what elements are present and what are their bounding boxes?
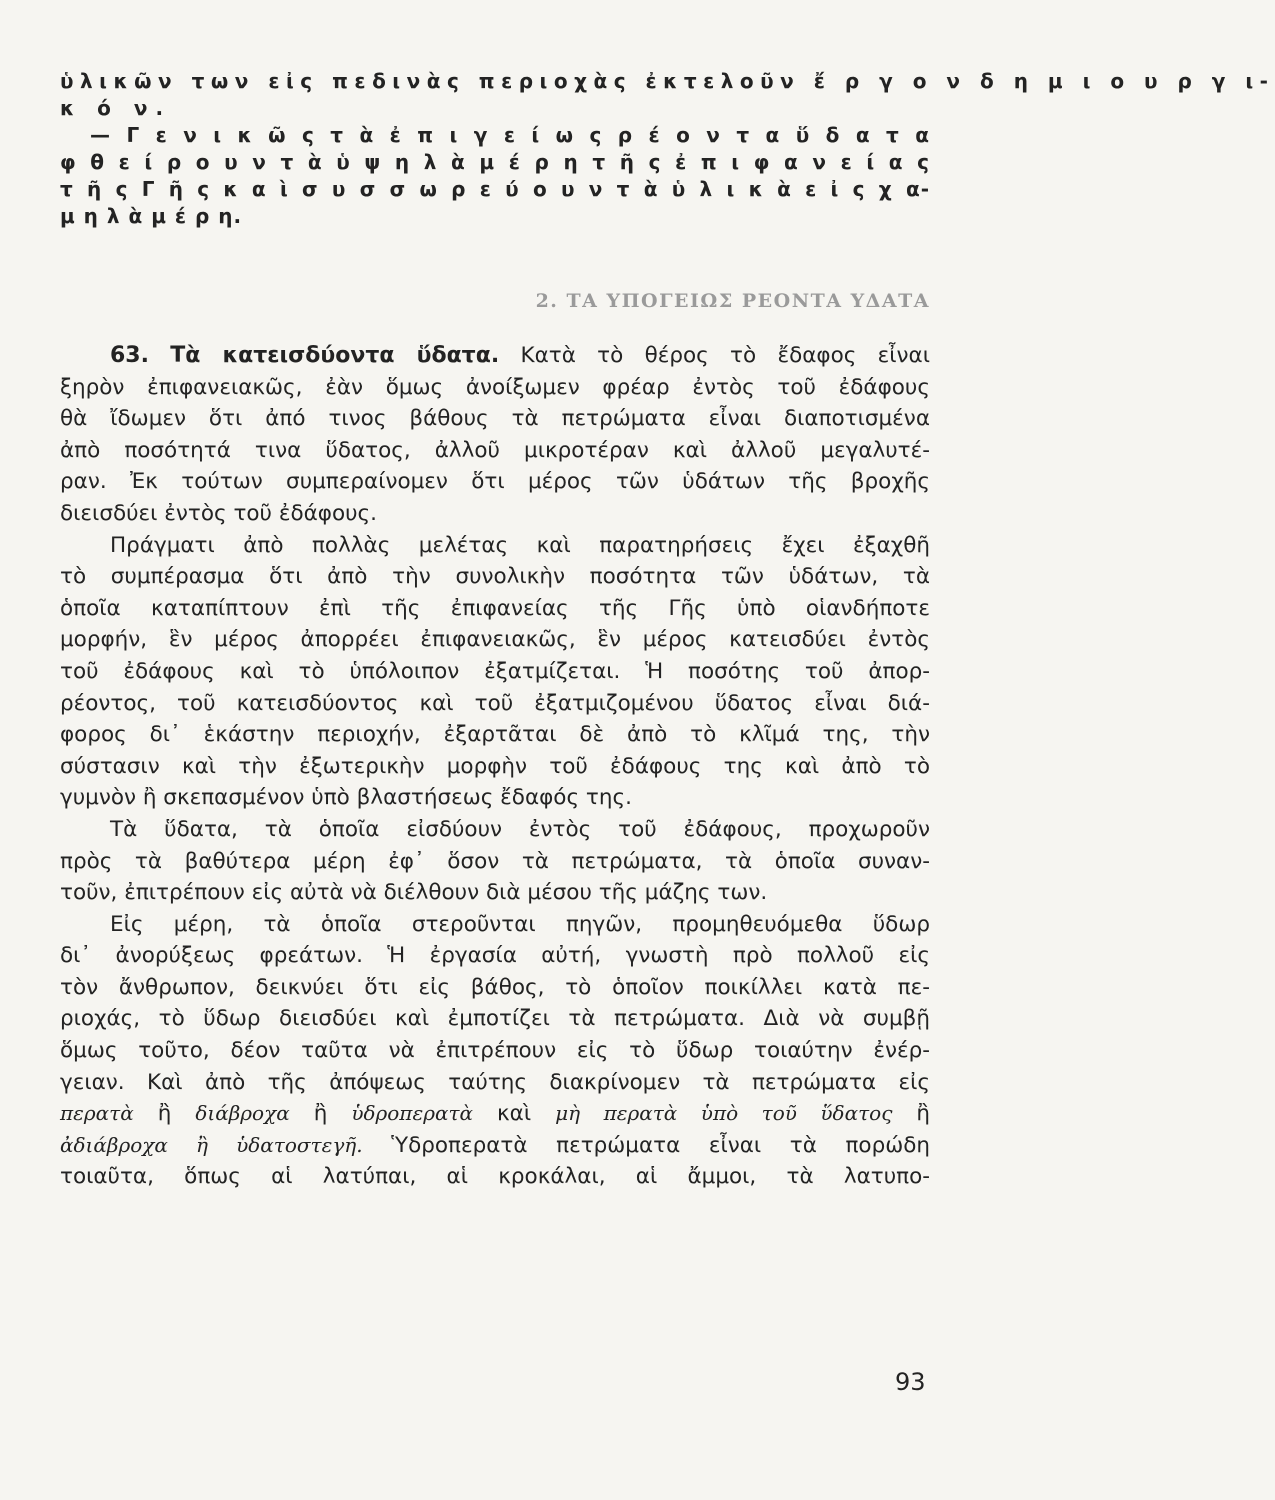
section-number: 63. [110, 343, 149, 368]
italic-term: ἀδιάβροχα ἢ ὑδατοστεγῆ. [60, 1132, 363, 1157]
text-line: ριοχάς, τὸ ὕδωρ διεισδύει καὶ ἐμποτίζει τὰ πετρώματα. Διὰ νὰ συμβῇ [60, 1006, 930, 1032]
page-number: 93 [895, 1368, 926, 1396]
intro-line: τ ῆ ς Γ ῆ ς κ α ὶ σ υ σ σ ω ρ ε ύ ο υ ν τ ὰ ὑ λ ι κ ὰ ε ἰ ς χ α- [60, 177, 930, 201]
text-line: Εἰς μέρη, τὰ ὁποῖα στεροῦνται πηγῶν, προμηθευόμεθα ὕδωρ [110, 911, 930, 937]
text-run: ἢ [157, 1101, 172, 1127]
text-run: Κατὰ τὸ θέρος τὸ ἔδαφος εἶναι [520, 343, 930, 368]
intro-block [60, 68, 1275, 230]
text-line: τοῦν, ἐπιτρέπουν εἰς αὐτὰ νὰ διέλθουν διὰ μέσου τῆς μάζης των. [60, 880, 768, 906]
text-line: θὰ ἴδωμεν ὅτι ἀπό τινος βάθους τὰ πετρώματα εἶναι διαποτισμένα [60, 406, 930, 432]
text-line [60, 1098, 930, 1130]
text-line: δι᾽ ἀνορύξεως φρεάτων. Ἡ ἐργασία αὐτή, γνωστὴ πρὸ πολλοῦ εἰς [60, 943, 930, 969]
page [60, 68, 1275, 1193]
text-line: τοῦ ἐδάφους καὶ τὸ ὑπόλοιπον ἐξατμίζεται. Ἡ ποσότης τοῦ ἀπορ- [60, 658, 930, 684]
text-line: ὁποῖα καταπίπτουν ἐπὶ τῆς ἐπιφανείας τῆς Γῆς ὑπὸ οἱανδήποτε [60, 595, 930, 621]
text-line: Πράγματι ἀπὸ πολλὰς μελέτας καὶ παρατηρήσεις ἔχει ἐξαχθῆ [110, 532, 930, 558]
heading-line [60, 340, 930, 372]
italic-term: περατὰ [60, 1101, 134, 1126]
text-line [60, 1130, 930, 1162]
italic-term: μὴ περατὰ ὑπὸ τοῦ ὕδατος [555, 1101, 893, 1126]
text-run: Ὑδροπερατὰ πετρώματα εἶναι τὰ πορώδη [391, 1132, 930, 1158]
section-heading: Τὰ κατεισδύοντα ὕδατα. [170, 343, 500, 368]
intro-line: φ θ ε ί ρ ο υ ν τ ὰ ὑ ψ η λ ὰ μ έ ρ η τ ῆ ς ἐ π ι φ α ν ε ί α ς [60, 150, 930, 174]
text-run: ἢ [313, 1101, 328, 1127]
text-line: φορος δι᾽ ἑκάστην περιοχήν, ἐξαρτᾶται δὲ ἀπὸ τὸ κλῖμά της, τὴν [60, 722, 930, 748]
section-title: 2. ΤΑ ΥΠΟΓΕΙΩΣ ΡΕΟΝΤΑ ΥΔΑΤΑ [535, 290, 930, 312]
text-line: τοιαῦτα, ὅπως αἱ λατύπαι, αἱ κροκάλαι, αἱ ἄμμοι, τὰ λατυπο- [60, 1164, 930, 1190]
text-line: ξηρὸν ἐπιφανειακῶς, ἐὰν ὅμως ἀνοίξωμεν φρέαρ ἐντὸς τοῦ ἐδάφους [60, 374, 930, 400]
text-line: μορφήν, ἓν μέρος ἀπορρέει ἐπιφανειακῶς, ἓν μέρος κατεισδύει ἐντὸς [60, 627, 930, 653]
intro-line: κ ό ν. [60, 96, 172, 120]
text-line: ραν. Ἐκ τούτων συμπεραίνομεν ὅτι μέρος τῶν ὑδάτων τῆς βροχῆς [60, 469, 930, 495]
intro-line: ὑλικῶν των εἰς πεδινὰς περιοχὰς ἐκτελοῦν ἔ ρ γ ο ν δ η μ ι ο υ ρ γ ι- [60, 69, 1275, 93]
italic-term: διάβροχα [195, 1101, 290, 1126]
text-line: ρέοντος, τοῦ κατεισδύοντος καὶ τοῦ ἐξατμιζομένου ὕδατος εἶναι διά- [60, 690, 930, 716]
text-run: καὶ [497, 1101, 532, 1127]
text-line: Τὰ ὕδατα, τὰ ὁποῖα εἰσδύουν ἐντὸς τοῦ ἐδάφους, προχωροῦν [110, 816, 930, 842]
text-line: γυμνὸν ἢ σκεπασμένον ὑπὸ βλαστήσεως ἔδαφός της. [60, 785, 632, 811]
text-line: τὸ συμπέρασμα ὅτι ἀπὸ τὴν συνολικὴν ποσότητα τῶν ὑδάτων, τὰ [60, 564, 930, 590]
text-line: σύστασιν καὶ τὴν ἐξωτερικὴν μορφὴν τοῦ ἐδάφους της καὶ ἀπὸ τὸ [60, 753, 930, 779]
text-line: διεισδύει ἐντὸς τοῦ ἐδάφους. [60, 500, 378, 526]
italic-term: ὑδροπερατὰ [351, 1101, 474, 1126]
text-line: τὸν ἄνθρωπον, δεικνύει ὅτι εἰς βάθος, τὸ ὁποῖον ποικίλλει κατὰ πε- [60, 974, 930, 1000]
text-line: γειαν. Καὶ ἀπὸ τῆς ἀπόψεως ταύτης διακρίνομεν τὰ πετρώματα εἰς [60, 1069, 930, 1095]
intro-line: μ η λ ὰ μ έ ρ η. [60, 204, 243, 228]
body-text [60, 340, 930, 1193]
text-line: ἀπὸ ποσότητά τινα ὕδατος, ἀλλοῦ μικροτέραν καὶ ἀλλοῦ μεγαλυτέ- [60, 437, 930, 463]
text-line: ὅμως τοῦτο, δέον ταῦτα νὰ ἐπιτρέπουν εἰς τὸ ὕδωρ τοιαύτην ἐνέρ- [60, 1038, 930, 1064]
text-line: πρὸς τὰ βαθύτερα μέρη ἐφ᾽ ὅσον τὰ πετρώματα, τὰ ὁποῖα συναν- [60, 848, 930, 874]
text-run: ἢ [916, 1101, 931, 1127]
intro-line: — Γ ε ν ι κ ῶ ς τ ὰ ἐ π ι γ ε ί ω ς ρ έ ο ν τ α ὕ δ α τ α [90, 123, 930, 147]
